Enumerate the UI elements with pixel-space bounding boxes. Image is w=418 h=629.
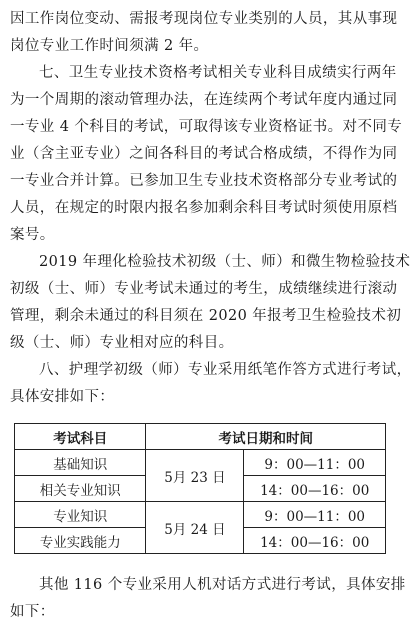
subject-cell: 专业实践能力 bbox=[15, 528, 146, 554]
table-row bbox=[15, 450, 386, 476]
closing-paragraph bbox=[10, 572, 408, 626]
date-cell: 5月 23 日 bbox=[146, 450, 244, 502]
exam-schedule-table bbox=[14, 423, 386, 554]
paragraph-line: 为一个周期的滚动管理办法，在连续两个考试年度内通过同 bbox=[10, 92, 398, 108]
paragraph-line: 案号。 bbox=[10, 227, 55, 243]
time-cell: 9：00—11：00 bbox=[244, 450, 386, 476]
table-row bbox=[15, 502, 386, 528]
paragraph-line: 一专业合并计算。已参加卫生专业技术资格部分专业考试的 bbox=[10, 173, 398, 189]
time-cell: 9：00—11：00 bbox=[244, 502, 386, 528]
paragraph-line: 其他 116 个专业采用人机对话方式进行考试，具体安排 bbox=[39, 577, 406, 593]
date-cell: 5月 24 日 bbox=[146, 502, 244, 554]
paragraph-line: 岗位专业工作时间须满 2 年。 bbox=[10, 38, 209, 54]
subject-cell: 相关专业知识 bbox=[15, 476, 146, 502]
paragraph-line: 一专业 4 个科目的考试，可取得该专业资格证书。对不同专 bbox=[10, 119, 403, 135]
subject-cell: 专业知识 bbox=[15, 502, 146, 528]
paragraph-line: 初级（士、师）专业考试未通过的考生，成绩继续进行滚动 bbox=[10, 281, 398, 297]
document-body bbox=[10, 6, 412, 411]
paragraph-line: 管理，剩余未通过的科目须在 2020 年报考卫生检验技术初 bbox=[10, 308, 402, 324]
paragraph-line: 人员，在规定的时限内报名参加剩余科目考试时须使用原档 bbox=[10, 200, 398, 216]
time-cell: 14：00—16：00 bbox=[244, 528, 386, 554]
paragraph-line: 因工作岗位变动、需报考现岗位专业类别的人员，其从事现 bbox=[10, 11, 398, 27]
header-datetime: 考试日期和时间 bbox=[146, 424, 386, 450]
paragraph-line: 级（士、师）专业相对应的科目。 bbox=[10, 335, 234, 351]
table-header-row bbox=[15, 424, 386, 450]
time-cell: 14：00—16：00 bbox=[244, 476, 386, 502]
paragraph-line: 八、护理学初级（师）专业采用纸笔作答方式进行考试， bbox=[39, 362, 412, 378]
paragraph-line: 如下： bbox=[10, 604, 55, 620]
paragraph-line: 具体安排如下： bbox=[10, 389, 115, 405]
header-subject: 考试科目 bbox=[15, 424, 146, 450]
paragraph-line: 业（含主亚专业）之间各科目的考试合格成绩，不得作为同 bbox=[10, 146, 398, 162]
paragraph-line: 七、卫生专业技术资格考试相关专业科目成绩实行两年 bbox=[39, 65, 397, 81]
subject-cell: 基础知识 bbox=[15, 450, 146, 476]
paragraph-line: 2019 年理化检验技术初级（士、师）和微生物检验技术 bbox=[39, 254, 411, 270]
